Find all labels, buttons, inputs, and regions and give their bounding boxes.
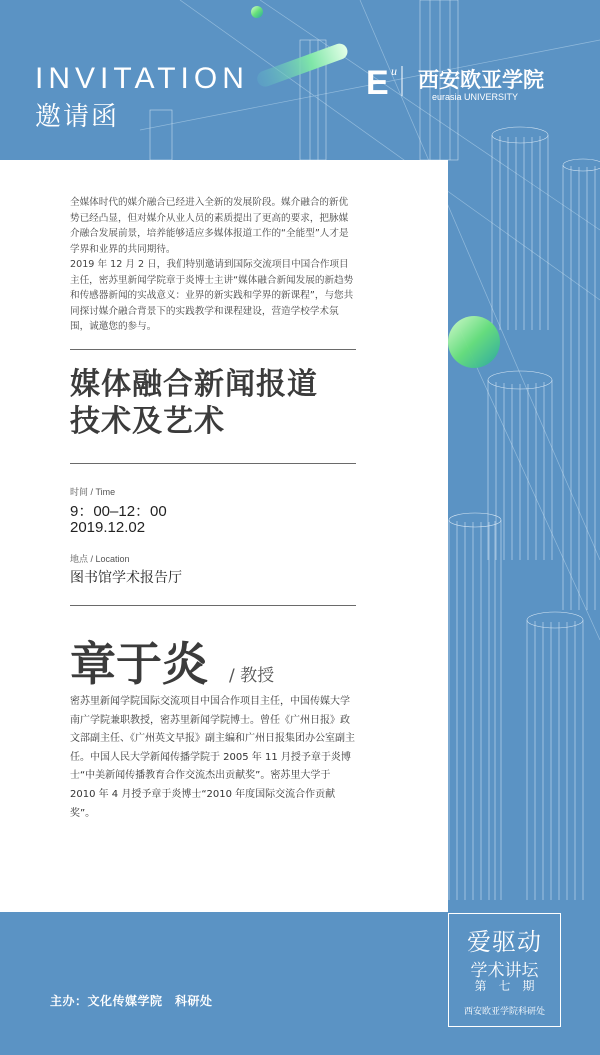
- svg-text:E: E: [366, 64, 389, 98]
- speaker-bio: 密苏里新闻学院国际交流项目中国合作项目主任，中国传媒大学南广学院兼职教授，密苏里新闻学院博士。曾任《广州日报》政文部副主任、《广州英文早报》副主编和广州日报集团办公室副主任。中国人民大学新闻传播学院于 2005 年 11 月授予章于炎博士“中美新闻传播教育合作交流杰出贡献奖”。密苏里大学于 2010 年 4 月授予章于炎博士“2010 年度国际交流合作贡献奖”。: [70, 696, 355, 819]
- event-title-line-2: 技术及艺术: [70, 404, 225, 439]
- speaker-name: 章于炎: [70, 637, 208, 691]
- intro-text: [70, 195, 356, 335]
- forum-badge-title: 爱驱动: [467, 928, 542, 956]
- date-value: 2019.12.02: [70, 519, 146, 536]
- svg-text:u: u: [391, 64, 397, 78]
- intro-paragraph-1: 全媒体时代的媒介融合已经进入全新的发展阶段。媒介融合的新优势已经凸显，但对媒介从业人员的素质提出了更高的要求，把脉媒介融合发展前景，培养能够适应多媒体报道工作的“全能型”人才是学界和业界的共同期待。: [70, 197, 349, 255]
- location-label: 地点 / Location: [70, 554, 130, 564]
- intro-paragraph-2: 2019 年 12 月 2 日，我们特别邀请到国际交流项目中国合作项目主任，密苏里新闻学院章于炎博士主讲“媒体融合新闻发展的新趋势和传感器新闻的实战意义：业界的新实践和学界的新课程”，与您共同探讨媒介融合背景下的实践教学和课程建设，营造学校学术氛围，诚邀您的参与。: [70, 259, 354, 332]
- university-name-cn: 西安欧亚学院: [418, 68, 544, 92]
- divider: [70, 463, 356, 464]
- divider: [70, 349, 356, 350]
- forum-badge-subtitle: 学术讲坛: [470, 961, 539, 981]
- forum-badge-issue: 第 七 期: [474, 979, 535, 993]
- forum-badge: [448, 913, 561, 1027]
- divider: [70, 605, 356, 606]
- invitation-title-cn: 邀请函: [35, 102, 120, 132]
- host-organizers: 主办：文化传媒学院 科研处: [50, 994, 213, 1008]
- invitation-title-en: INVITATION: [35, 62, 249, 95]
- university-name-en: eurasia UNIVERSITY: [432, 92, 519, 102]
- event-title: [70, 366, 318, 440]
- location-value: 图书馆学术报告厅: [70, 570, 182, 586]
- forum-badge-org: 西安欧亚学院科研处: [463, 1007, 545, 1017]
- event-title-line-1: 媒体融合新闻报道: [70, 367, 318, 402]
- time-value: 9：00–12：00: [70, 503, 167, 520]
- time-label: 时间 / Time: [70, 487, 116, 497]
- university-logo-mark: [366, 64, 404, 98]
- speaker-role: / 教授: [229, 666, 275, 686]
